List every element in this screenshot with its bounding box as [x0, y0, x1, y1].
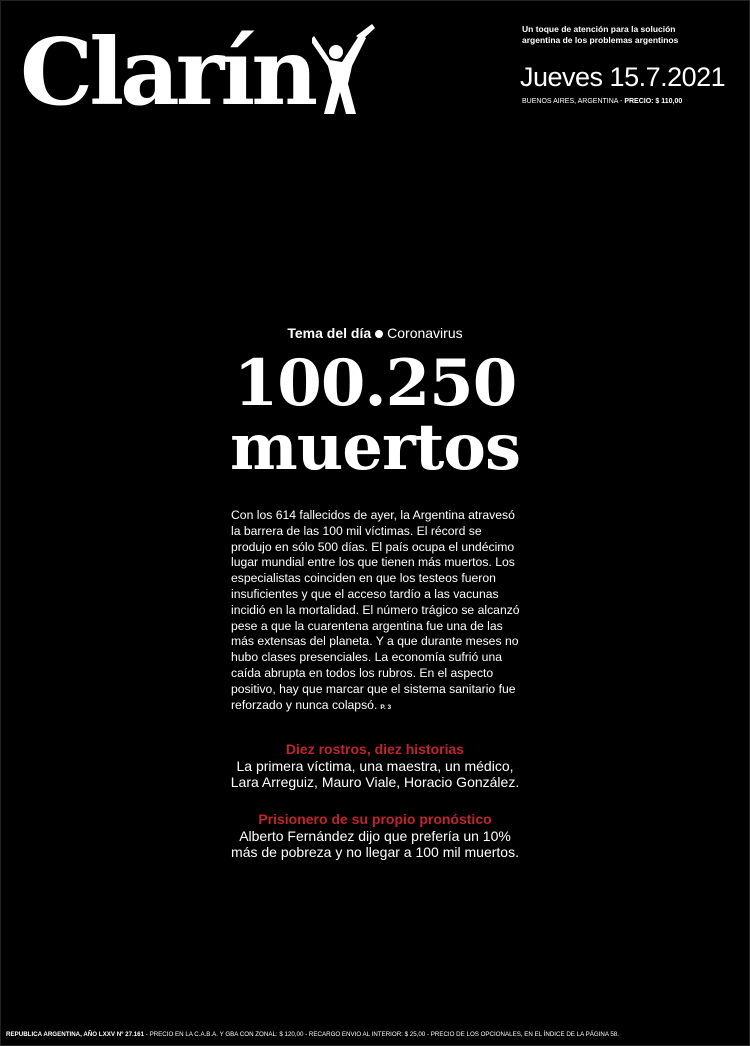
lead-body: [231, 508, 521, 715]
logo-wordmark: Clarín: [20, 18, 315, 126]
edition-place: BUENOS AIRES, ARGENTINA -: [522, 98, 625, 105]
lead-headline[interactable]: [0, 346, 750, 485]
page-reference: P. 3: [380, 703, 392, 711]
masthead-logo[interactable]: [20, 8, 376, 126]
footer-prices: - PRECIO EN LA C.A.B.A. Y GBA CON ZONAL: $ 120,00 - RECARGO ENVIO AL INTERIOR: $ 25,00 - PRECIO DE LOS OPCIONALES, EN EL ÍNDICE DE LA PÁGINA 58.: [144, 1031, 619, 1038]
story-title: Diez rostros, diez historias: [285, 741, 465, 757]
masthead-tagline: Un toque de atención para la solución argentina de los problemas argentinos: [522, 24, 679, 45]
story-teaser[interactable]: [0, 740, 750, 790]
footer-imprint: [6, 1031, 619, 1038]
bullet-dot-icon: [375, 330, 383, 338]
story-title: Prisionero de su propio pronóstico: [258, 811, 492, 827]
clarin-trumpeter-icon: [312, 22, 376, 118]
edition-date: Jueves 15.7.2021: [520, 62, 726, 92]
story-line: La primera víctima, una maestra, un médico,: [236, 758, 514, 774]
story-teaser[interactable]: [0, 810, 750, 860]
story-line: más de pobreza y no llegar a 100 mil muertos.: [231, 844, 519, 860]
headline-line-2: muertos: [230, 410, 520, 485]
headline-line-1: 100.250: [233, 346, 517, 421]
kicker-topic: Coronavirus: [387, 325, 463, 341]
lead-kicker: [0, 325, 750, 341]
edition-price: PRECIO: $ 110,00: [624, 98, 683, 105]
kicker-section: Tema del día: [287, 325, 372, 341]
story-line: Lara Arreguiz, Mauro Viale, Horacio González.: [230, 774, 520, 790]
edition-place-price: [522, 98, 682, 105]
story-line: Alberto Fernández dijo que prefería un 10%: [239, 828, 511, 844]
lead-body-text: Con los 614 fallecidos de ayer, la Argentina atravesó la barrera de las 100 mil víctimas. El récord se produjo en sólo 500 días. El país ocupa el undécimo lugar mundial entre los que tienen más muertos. Los especialistas coinciden en que los testeos fueron insuficientes y que el acceso tardío a las vacunas incidió en la mortalidad. El número trágico se alcanzó pese a que la cuarentena argentina fue una de las más extensas del planeta. Y a que durante meses no hubo clases presenciales. La economía sufrió una caída abrupta en todos los rubros. En el aspecto positivo, hay que marcar que el sistema sanitario fue reforzado y nunca colapsó.: [231, 508, 520, 712]
footer-edition: REPUBLICA ARGENTINA, AÑO LXXV Nº 27.161: [6, 1031, 145, 1038]
